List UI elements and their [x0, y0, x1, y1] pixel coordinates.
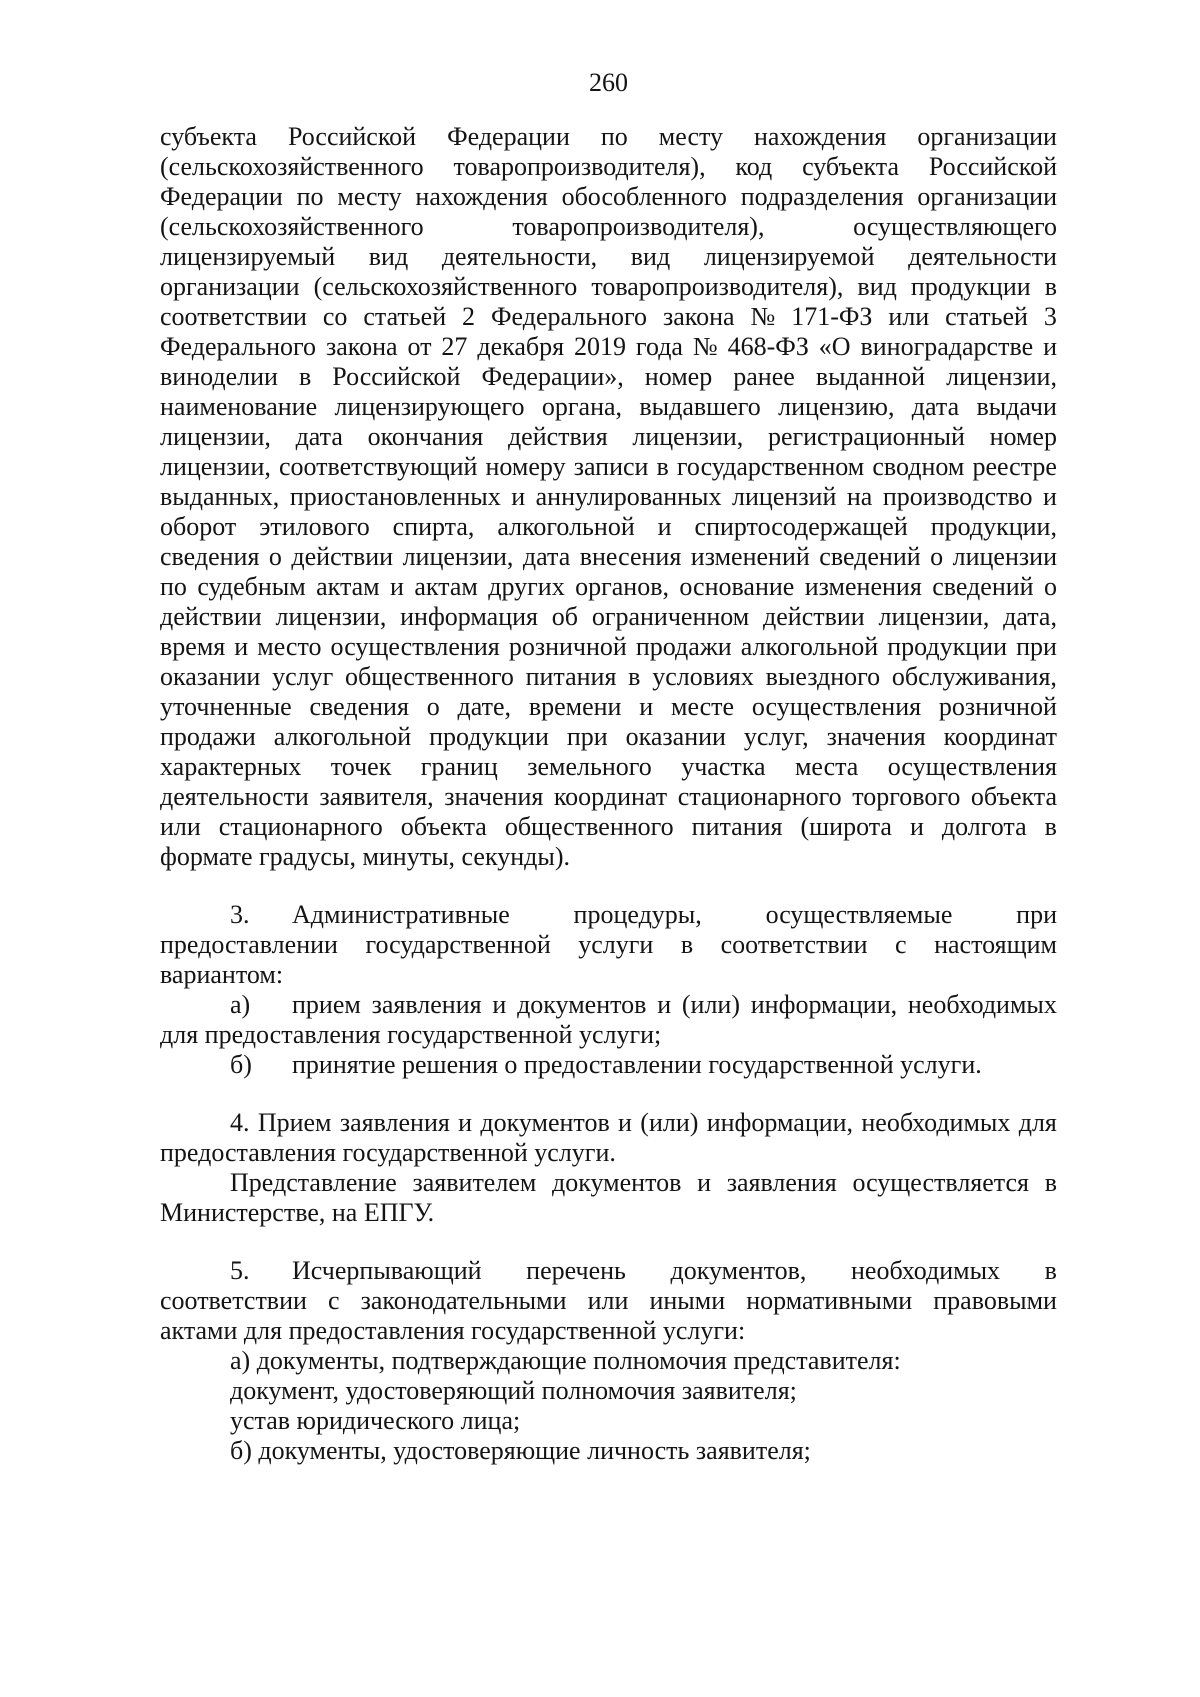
word: внесения: [579, 542, 682, 571]
word: об: [551, 602, 579, 631]
word: участка: [681, 752, 766, 781]
section-5: [160, 1256, 1057, 1466]
word: услуг: [272, 662, 334, 691]
word: при: [1016, 632, 1057, 661]
list-marker: б): [230, 1050, 252, 1079]
word: и: [1043, 332, 1057, 361]
word: Федерального: [160, 332, 317, 361]
list-item-text: принятие решения о предоставлении государственной услуги.: [292, 1050, 982, 1079]
word: соответствующий: [278, 452, 478, 481]
word: деятельности,: [441, 242, 598, 271]
word: 468-ФЗ: [727, 332, 809, 361]
word: 2019: [574, 332, 626, 361]
word: документов: [480, 1108, 610, 1137]
word: обособленного: [561, 182, 727, 211]
body-line: [160, 542, 1057, 572]
word: точек: [330, 752, 392, 781]
word: и: [909, 812, 924, 841]
body-line-last: предоставления государственной услуги.: [160, 1138, 616, 1167]
word: стационарного: [677, 782, 842, 811]
body-line: [160, 782, 1057, 812]
list-item-line: а) документы, подтверждающие полномочия представителя:: [230, 1346, 901, 1375]
word: месте: [670, 692, 735, 721]
word: 4.: [230, 1108, 250, 1137]
word: (или): [640, 1108, 699, 1137]
word: органов,: [575, 572, 669, 601]
word: или: [587, 1286, 629, 1315]
word: действия: [507, 422, 608, 451]
word: дата: [522, 542, 571, 571]
word: изменения: [804, 572, 922, 601]
word: розничной: [938, 692, 1057, 721]
paragraph-continuation: [160, 122, 1057, 872]
word: оказании: [160, 662, 261, 691]
word: ранее: [733, 362, 795, 391]
word: лицензии,: [946, 362, 1057, 391]
word: документов: [517, 990, 647, 1019]
word: (широта: [800, 812, 892, 841]
word: предоставлении: [160, 930, 338, 959]
word: в: [1044, 812, 1057, 841]
word: границ: [420, 752, 498, 781]
word: процедуры,: [573, 900, 702, 929]
word: и: [234, 632, 249, 661]
word: месту: [658, 122, 723, 151]
word: соответствии: [160, 302, 307, 331]
word: 2: [462, 302, 476, 331]
word: изменений: [690, 542, 810, 571]
word: спирта,: [392, 512, 475, 541]
word: Представление: [230, 1168, 397, 1197]
word: и: [458, 1108, 473, 1137]
word: (сельскохозяйственного: [313, 272, 578, 301]
word: оборот: [160, 512, 237, 541]
word: в: [1044, 272, 1057, 301]
body-line: [160, 362, 1057, 392]
word: настоящим: [934, 930, 1057, 959]
word: при: [566, 722, 608, 751]
word: 3: [1043, 302, 1057, 331]
word: этилового: [259, 512, 370, 541]
word: 27: [441, 332, 468, 361]
word: питания: [525, 662, 617, 691]
word: деятельности: [160, 782, 309, 811]
word: вид: [857, 272, 897, 301]
word: стационарного: [218, 812, 383, 841]
word: в: [298, 362, 312, 391]
word: и: [492, 990, 507, 1019]
word: вид: [630, 242, 671, 271]
body-line: [160, 1168, 1057, 1198]
word: информации,: [750, 990, 898, 1019]
word: сведений: [819, 542, 921, 571]
word: координат: [943, 722, 1057, 751]
word: (сельскохозяйственного: [160, 212, 424, 241]
body-line: [160, 482, 1057, 512]
word: сведений: [932, 572, 1034, 601]
word: аннулированных: [535, 482, 722, 511]
word: Федерации: [160, 182, 283, 211]
word: в: [680, 930, 694, 959]
word: организации: [917, 182, 1057, 211]
word: продукции: [429, 722, 549, 751]
word: года: [635, 332, 683, 361]
word: места: [794, 752, 859, 781]
word: торгового: [852, 782, 961, 811]
word: деятельности: [908, 242, 1057, 271]
word: Федерации: [447, 122, 570, 151]
list-item-line-last: [160, 1050, 1057, 1080]
word: о: [1043, 572, 1057, 601]
word: и: [697, 1168, 712, 1197]
word: действии: [160, 602, 262, 631]
word: в: [1044, 1256, 1057, 1285]
word: действии: [763, 602, 865, 631]
word: дата: [911, 392, 960, 421]
word: продукции: [910, 272, 1031, 301]
word: значения: [826, 722, 926, 751]
section-4: [160, 1108, 1057, 1228]
word: и: [657, 990, 672, 1019]
word: объекта: [400, 812, 487, 841]
word: закона: [662, 302, 735, 331]
word: алкогольной: [740, 632, 879, 661]
word: общественного: [504, 812, 674, 841]
body-line: [160, 512, 1057, 542]
section-heading-line: [160, 1256, 1057, 1286]
word: осуществляющего: [853, 212, 1057, 241]
word: лицензии,: [160, 452, 271, 481]
word: прием: [292, 990, 361, 1019]
body-line-last: актами для предоставления государственной услуги:: [160, 1316, 746, 1345]
word: Административные: [292, 900, 510, 929]
word: перечень: [526, 1256, 626, 1285]
word: Федерации»,: [481, 362, 624, 391]
word: о: [268, 542, 282, 571]
word: о: [930, 542, 944, 571]
word: соответствии: [720, 930, 868, 959]
word: в: [1044, 1168, 1057, 1197]
list-marker: а): [230, 990, 251, 1019]
word: виноградарстве: [860, 332, 1034, 361]
word: номер: [989, 422, 1057, 451]
word: наименование: [160, 392, 318, 421]
word: номеру: [485, 452, 566, 481]
word: лицензии: [952, 542, 1057, 571]
word: продажи: [635, 632, 732, 661]
word: место: [257, 632, 322, 661]
body-line: [160, 212, 1057, 242]
word: лицензируемый: [160, 242, 336, 271]
word: подразделения: [740, 182, 904, 211]
page-number: 260: [589, 68, 628, 97]
word: выдачи: [976, 392, 1057, 421]
word: земельного: [527, 752, 652, 781]
body-line: [160, 722, 1057, 752]
word: заявителя,: [319, 782, 434, 811]
body-line: [160, 752, 1057, 782]
word: (или): [681, 990, 740, 1019]
body-line: [160, 632, 1057, 662]
word: необходимых: [907, 990, 1057, 1019]
word: осуществляемые: [765, 900, 953, 929]
word: осуществления: [887, 752, 1057, 781]
word: условиях: [652, 662, 754, 691]
body-line: [160, 602, 1057, 632]
body-line: [160, 182, 1057, 212]
word: Федерального: [490, 302, 648, 331]
body-line: [160, 692, 1057, 722]
word: код: [735, 152, 773, 181]
body-line: [160, 422, 1057, 452]
word: производство: [882, 482, 1033, 511]
word: дата,: [1003, 602, 1057, 631]
word: необходимых: [851, 1256, 1001, 1285]
word: лицензий: [732, 482, 837, 511]
word: при: [1016, 900, 1057, 929]
list-item-line-last: для предоставления государственной услуги;: [160, 1020, 662, 1049]
word: актам: [414, 572, 478, 601]
word: сводном: [872, 452, 965, 481]
word: долгота: [941, 812, 1027, 841]
word: правовыми: [933, 1286, 1057, 1315]
word: сведения: [160, 542, 260, 571]
word: лицензию,: [778, 392, 895, 421]
word: номер: [644, 362, 713, 391]
word: №: [692, 332, 718, 361]
section-heading-text: [292, 900, 1057, 930]
word: субъекта: [160, 122, 257, 151]
word: документов,: [670, 1256, 807, 1285]
word: спиртосодержащей: [694, 512, 908, 541]
body-line: [160, 452, 1057, 482]
word: организации: [917, 122, 1057, 151]
word: уточненные: [160, 692, 292, 721]
word: Российской: [928, 152, 1057, 181]
word: продукции: [887, 632, 1007, 661]
word: на: [846, 482, 873, 511]
word: характерных: [160, 752, 302, 781]
word: закона: [325, 332, 398, 361]
word: вид: [368, 242, 409, 271]
word: лицензии,: [160, 422, 271, 451]
word: по: [160, 572, 187, 601]
word: или: [888, 302, 930, 331]
word: статьей: [363, 302, 447, 331]
word: действии: [291, 542, 394, 571]
body-line: [160, 152, 1057, 182]
word: алкогольной: [497, 512, 635, 541]
word: основание: [679, 572, 795, 601]
word: общественного: [345, 662, 514, 691]
list-item-text: [292, 990, 1057, 1020]
section-number: 5.: [230, 1256, 250, 1285]
word: координат: [553, 782, 668, 811]
section-heading-line: [160, 900, 1057, 930]
word: организации: [160, 272, 300, 301]
word: других: [488, 572, 565, 601]
word: нормативными: [746, 1286, 913, 1315]
word: заявления: [339, 1108, 450, 1137]
word: обслуживания,: [891, 662, 1057, 691]
body-line: [160, 662, 1057, 692]
word: и: [618, 1108, 632, 1137]
section-heading-text: [292, 1256, 1057, 1286]
word: лицензии,: [275, 602, 387, 631]
body-line: [160, 332, 1057, 362]
section-3: [160, 900, 1057, 1080]
word: приостановленных: [289, 482, 501, 511]
word: иными: [649, 1286, 726, 1315]
word: лицензии,: [878, 602, 990, 631]
word: регистрационный: [767, 422, 965, 451]
word: осуществления: [751, 692, 922, 721]
word: Исчерпывающий: [292, 1256, 482, 1285]
word: осуществления: [330, 632, 500, 661]
word: законодательными: [360, 1286, 567, 1315]
word: реестре: [972, 452, 1057, 481]
word: выданной: [815, 362, 926, 391]
body-line-last: вариантом:: [160, 960, 284, 989]
body-line: [160, 392, 1057, 422]
word: осуществляется: [852, 1168, 1029, 1197]
word: декабря: [477, 332, 565, 361]
word: соответствии: [160, 1286, 307, 1315]
body-line: [160, 572, 1057, 602]
word: времени: [528, 692, 622, 721]
word: питания: [691, 812, 783, 841]
word: актам: [316, 572, 380, 601]
word: лицензии,: [402, 542, 514, 571]
word: от: [407, 332, 432, 361]
word: товаропроизводителя),: [591, 272, 844, 301]
body-line: [160, 812, 1057, 842]
word: со: [322, 302, 348, 331]
body-line: [160, 302, 1057, 332]
word: о: [426, 692, 440, 721]
body-line: [160, 242, 1057, 272]
section-heading-line: [160, 1108, 1057, 1138]
word: судебным: [197, 572, 306, 601]
word: лицензии,: [632, 422, 744, 451]
word: продукции,: [930, 512, 1057, 541]
body-line: [160, 122, 1057, 152]
word: статьей: [945, 302, 1028, 331]
word: и: [1043, 482, 1057, 511]
word: заявления: [371, 990, 482, 1019]
word: объекта: [970, 782, 1057, 811]
word: выездного: [765, 662, 881, 691]
word: по: [296, 182, 324, 211]
word: с: [328, 1286, 340, 1315]
word: дате,: [457, 692, 512, 721]
word: необходимых: [861, 1108, 1011, 1137]
word: окончания: [367, 422, 484, 451]
word: товаропроизводителя),: [512, 212, 765, 241]
body-line-last: Министерстве, на ЕПГУ.: [160, 1198, 435, 1227]
word: записи: [573, 452, 649, 481]
body-line: [160, 1286, 1057, 1316]
word: (сельскохозяйственного: [160, 152, 424, 181]
word: товаропроизводителя),: [453, 152, 706, 181]
word: документов: [552, 1168, 682, 1197]
list-item-line: [160, 990, 1057, 1020]
word: услуг,: [743, 722, 809, 751]
word: информация: [400, 602, 539, 631]
word: «О: [818, 332, 851, 361]
word: по: [600, 122, 628, 151]
word: 171-ФЗ: [791, 302, 873, 331]
word: продажи: [160, 722, 256, 751]
word: выданных,: [160, 482, 280, 511]
word: нахождения: [415, 182, 548, 211]
word: и: [390, 572, 404, 601]
word: значения: [444, 782, 544, 811]
list-item-line: устав юридического лица;: [230, 1406, 521, 1435]
word: ограниченном: [591, 602, 750, 631]
word: и: [511, 482, 526, 511]
body-line: [160, 272, 1057, 302]
word: №: [750, 302, 776, 331]
word: с: [895, 930, 907, 959]
word: государственной: [365, 930, 551, 959]
word: лицензирующего: [334, 392, 525, 421]
body-line: [160, 930, 1057, 960]
word: или: [160, 812, 201, 841]
word: в: [656, 452, 669, 481]
word: субъекта: [802, 152, 899, 181]
list-item-line: б) документы, удостоверяющие личность заявителя;: [230, 1436, 811, 1465]
word: Российской: [332, 362, 461, 391]
word: заявления: [726, 1168, 837, 1197]
word: розничной: [508, 632, 627, 661]
word: услуги: [578, 930, 654, 959]
document-body: [160, 122, 1057, 1466]
word: Прием: [257, 1108, 332, 1137]
word: месту: [337, 182, 402, 211]
word: органа,: [541, 392, 623, 421]
word: информации,: [706, 1108, 854, 1137]
word: выдавшего: [639, 392, 761, 421]
word: оказании: [625, 722, 726, 751]
word: и: [639, 692, 654, 721]
word: для: [1018, 1108, 1057, 1137]
word: нахождения: [754, 122, 887, 151]
word: Российской: [287, 122, 417, 151]
body-line-last: формате градусы, минуты, секунды).: [160, 842, 570, 871]
word: лицензируемой: [703, 242, 875, 271]
word: в: [628, 662, 641, 691]
word: сведения: [309, 692, 409, 721]
word: и: [657, 512, 672, 541]
list-item-line: документ, удостоверяющий полномочия заявителя;: [230, 1376, 797, 1405]
section-number: 3.: [230, 900, 250, 929]
word: дата: [295, 422, 343, 451]
word: виноделии: [160, 362, 278, 391]
word: заявителем: [412, 1168, 537, 1197]
word: алкогольной: [273, 722, 412, 751]
word: государственном: [676, 452, 865, 481]
word: время: [160, 632, 226, 661]
